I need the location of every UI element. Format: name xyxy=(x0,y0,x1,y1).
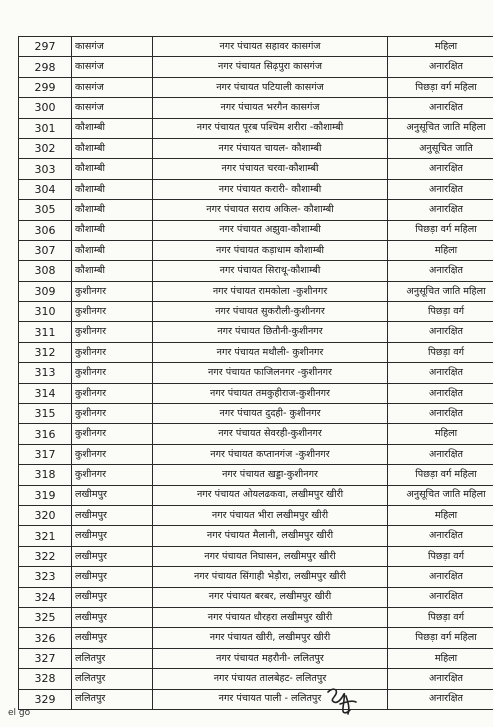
serial-number-cell: 329 xyxy=(19,689,72,709)
nagar-panchayat-cell: नगर पंचायत करारी- कौशाम्बी xyxy=(153,179,388,199)
table-row xyxy=(19,37,493,57)
nagar-panchayat-cell: नगर पंचायत सहावर कासगंज xyxy=(153,37,388,57)
district-cell: कुशीनगर xyxy=(72,465,153,485)
district-cell: लखीमपुर xyxy=(72,485,153,505)
serial-number-cell: 321 xyxy=(19,526,72,546)
nagar-panchayat-cell: नगर पंचायत फाजिलनगर -कुशीनगर xyxy=(153,363,388,383)
reservation-category-cell: महिला xyxy=(388,37,493,57)
district-cell: कौशाम्बी xyxy=(72,138,153,158)
reservation-category-cell: अनारक्षित xyxy=(388,363,493,383)
table-row xyxy=(19,465,493,485)
table-row xyxy=(19,648,493,668)
nagar-panchayat-cell: नगर पंचायत मैलानी, लखीमपुर खीरी xyxy=(153,526,388,546)
reservation-table xyxy=(18,36,493,710)
reservation-category-cell: पिछड़ा वर्ग महिला xyxy=(388,465,493,485)
table-row xyxy=(19,546,493,566)
district-cell: कुशीनगर xyxy=(72,363,153,383)
reservation-category-cell: अनारक्षित xyxy=(388,669,493,689)
district-cell: कासगंज xyxy=(72,98,153,118)
table-row xyxy=(19,138,493,158)
district-cell: कुशीनगर xyxy=(72,444,153,464)
reservation-category-cell: पिछड़ा वर्ग महिला xyxy=(388,220,493,240)
nagar-panchayat-cell: नगर पंचायत तमकुहीराज-कुशीनगर xyxy=(153,383,388,403)
nagar-panchayat-cell: नगर पंचायत भीरा लखीमपुर खीरी xyxy=(153,505,388,525)
nagar-panchayat-cell: नगर पंचायत निघासन, लखीमपुर खीरी xyxy=(153,546,388,566)
district-cell: कौशाम्बी xyxy=(72,179,153,199)
district-cell: कुशीनगर xyxy=(72,302,153,322)
reservation-category-cell: अनारक्षित xyxy=(388,444,493,464)
serial-number-cell: 302 xyxy=(19,138,72,158)
reservation-category-cell: पिछड़ा वर्ग महिला xyxy=(388,77,493,97)
reservation-category-cell: अनुसूचित जाति xyxy=(388,138,493,158)
reservation-category-cell: महिला xyxy=(388,648,493,668)
table-row xyxy=(19,179,493,199)
district-cell: लखीमपुर xyxy=(72,628,153,648)
nagar-panchayat-cell: नगर पंचायत सुकरौली-कुशीनगर xyxy=(153,302,388,322)
district-cell: कुशीनगर xyxy=(72,322,153,342)
table-row xyxy=(19,302,493,322)
table-row xyxy=(19,159,493,179)
table-row xyxy=(19,567,493,587)
reservation-category-cell: अनारक्षित xyxy=(388,98,493,118)
reservation-category-cell: पिछड़ा वर्ग xyxy=(388,546,493,566)
nagar-panchayat-cell: नगर पंचायत चरवा-कौशाम्बी xyxy=(153,159,388,179)
serial-number-cell: 312 xyxy=(19,342,72,362)
nagar-panchayat-cell: नगर पंचायत बरबर, लखीमपुर खीरी xyxy=(153,587,388,607)
serial-number-cell: 305 xyxy=(19,200,72,220)
reservation-category-cell: महिला xyxy=(388,240,493,260)
table-row xyxy=(19,628,493,648)
reservation-category-cell: अनारक्षित xyxy=(388,322,493,342)
serial-number-cell: 307 xyxy=(19,240,72,260)
nagar-panchayat-cell: नगर पंचायत कप्तानगंज -कुशीनगर xyxy=(153,444,388,464)
reservation-category-cell: महिला xyxy=(388,424,493,444)
nagar-panchayat-cell: नगर पंचायत महरौनी- ललितपुर xyxy=(153,648,388,668)
district-cell: कुशीनगर xyxy=(72,424,153,444)
reservation-category-cell: अनारक्षित xyxy=(388,179,493,199)
district-cell: कुशीनगर xyxy=(72,404,153,424)
table-row xyxy=(19,98,493,118)
reservation-category-cell: अनारक्षित xyxy=(388,159,493,179)
serial-number-cell: 309 xyxy=(19,281,72,301)
nagar-panchayat-cell: नगर पंचायत रामकोला -कुशीनगर xyxy=(153,281,388,301)
reservation-category-cell: अनारक्षित xyxy=(388,57,493,77)
serial-number-cell: 315 xyxy=(19,404,72,424)
reservation-category-cell: अनारक्षित xyxy=(388,567,493,587)
table-row xyxy=(19,220,493,240)
district-cell: लखीमपुर xyxy=(72,587,153,607)
table-row xyxy=(19,587,493,607)
table-row xyxy=(19,383,493,403)
table-row xyxy=(19,689,493,709)
serial-number-cell: 324 xyxy=(19,587,72,607)
reservation-category-cell: अनारक्षित xyxy=(388,261,493,281)
district-cell: कुशीनगर xyxy=(72,342,153,362)
reservation-category-cell: अनारक्षित xyxy=(388,200,493,220)
reservation-category-cell: अनुसूचित जाति महिला xyxy=(388,485,493,505)
serial-number-cell: 323 xyxy=(19,567,72,587)
nagar-panchayat-cell: नगर पंचायत तालबेहट- ललितपुर xyxy=(153,669,388,689)
district-cell: कौशाम्बी xyxy=(72,159,153,179)
table-row xyxy=(19,281,493,301)
serial-number-cell: 301 xyxy=(19,118,72,138)
nagar-panchayat-cell: नगर पंचायत धौरहरा लखीमपुर खीरी xyxy=(153,607,388,627)
table-row xyxy=(19,607,493,627)
nagar-panchayat-cell: नगर पंचायत भरगैन कासगंज xyxy=(153,98,388,118)
nagar-panchayat-cell: नगर पंचायत दुदही- कुशीनगर xyxy=(153,404,388,424)
serial-number-cell: 326 xyxy=(19,628,72,648)
nagar-panchayat-cell: नगर पंचायत छितौनी-कुशीनगर xyxy=(153,322,388,342)
district-cell: लखीमपुर xyxy=(72,607,153,627)
district-cell: कौशाम्बी xyxy=(72,118,153,138)
serial-number-cell: 328 xyxy=(19,669,72,689)
table-row xyxy=(19,424,493,444)
nagar-panchayat-cell: नगर पंचायत पाली - ललितपुर xyxy=(153,689,388,709)
district-cell: कासगंज xyxy=(72,37,153,57)
serial-number-cell: 322 xyxy=(19,546,72,566)
signature-icon xyxy=(322,684,362,718)
district-cell: कौशाम्बी xyxy=(72,261,153,281)
table-row xyxy=(19,404,493,424)
district-cell: कौशाम्बी xyxy=(72,240,153,260)
reservation-category-cell: अनारक्षित xyxy=(388,526,493,546)
reservation-category-cell: पिछड़ा वर्ग महिला xyxy=(388,628,493,648)
district-cell: लखीमपुर xyxy=(72,567,153,587)
serial-number-cell: 308 xyxy=(19,261,72,281)
serial-number-cell: 304 xyxy=(19,179,72,199)
district-cell: कासगंज xyxy=(72,57,153,77)
reservation-category-cell: महिला xyxy=(388,505,493,525)
nagar-panchayat-cell: नगर पंचायत कड़ाधाम कौशाम्बी xyxy=(153,240,388,260)
serial-number-cell: 317 xyxy=(19,444,72,464)
nagar-panchayat-cell: नगर पंचायत सिढ़पुरा कासगंज xyxy=(153,57,388,77)
district-cell: लखीमपुर xyxy=(72,505,153,525)
district-cell: कुशीनगर xyxy=(72,383,153,403)
table-row xyxy=(19,200,493,220)
serial-number-cell: 300 xyxy=(19,98,72,118)
nagar-panchayat-cell: नगर पंचायत सिंगाही भेड़ौरा, लखीमपुर खीरी xyxy=(153,567,388,587)
serial-number-cell: 318 xyxy=(19,465,72,485)
reservation-category-cell: पिछड़ा वर्ग xyxy=(388,607,493,627)
district-cell: कासगंज xyxy=(72,77,153,97)
serial-number-cell: 310 xyxy=(19,302,72,322)
table-row xyxy=(19,485,493,505)
serial-number-cell: 327 xyxy=(19,648,72,668)
district-cell: कौशाम्बी xyxy=(72,220,153,240)
serial-number-cell: 306 xyxy=(19,220,72,240)
table-body xyxy=(19,37,493,710)
reservation-category-cell: अनारक्षित xyxy=(388,587,493,607)
table-row xyxy=(19,363,493,383)
nagar-panchayat-cell: नगर पंचायत चायल- कौशाम्बी xyxy=(153,138,388,158)
nagar-panchayat-cell: नगर पंचायत पटियाली कासगंज xyxy=(153,77,388,97)
district-cell: कुशीनगर xyxy=(72,281,153,301)
serial-number-cell: 314 xyxy=(19,383,72,403)
reservation-category-cell: अनारक्षित xyxy=(388,383,493,403)
serial-number-cell: 311 xyxy=(19,322,72,342)
serial-number-cell: 319 xyxy=(19,485,72,505)
district-cell: लखीमपुर xyxy=(72,526,153,546)
nagar-panchayat-cell: नगर पंचायत पूरब पश्चिम शरीरा -कौशाम्बी xyxy=(153,118,388,138)
district-cell: ललितपुर xyxy=(72,648,153,668)
table-row xyxy=(19,240,493,260)
district-cell: लखीमपुर xyxy=(72,546,153,566)
reservation-category-cell: अनारक्षित xyxy=(388,689,493,709)
nagar-panchayat-cell: नगर पंचायत सराय अकिल- कौशाम्बी xyxy=(153,200,388,220)
nagar-panchayat-cell: नगर पंचायत सेवरही-कुशीनगर xyxy=(153,424,388,444)
reservation-category-cell: पिछड़ा वर्ग xyxy=(388,302,493,322)
table-row xyxy=(19,77,493,97)
table-row xyxy=(19,342,493,362)
table-row xyxy=(19,322,493,342)
serial-number-cell: 325 xyxy=(19,607,72,627)
scan-footer-mark: el go xyxy=(8,708,31,718)
serial-number-cell: 316 xyxy=(19,424,72,444)
reservation-category-cell: पिछड़ा वर्ग xyxy=(388,342,493,362)
serial-number-cell: 299 xyxy=(19,77,72,97)
table-row xyxy=(19,118,493,138)
district-cell: ललितपुर xyxy=(72,689,153,709)
table-row xyxy=(19,526,493,546)
reservation-category-cell: अनुसूचित जाति महिला xyxy=(388,281,493,301)
nagar-panchayat-cell: नगर पंचायत ओयलढकवा, लखीमपुर खीरी xyxy=(153,485,388,505)
serial-number-cell: 320 xyxy=(19,505,72,525)
serial-number-cell: 313 xyxy=(19,363,72,383)
reservation-category-cell: अनुसूचित जाति महिला xyxy=(388,118,493,138)
table-row xyxy=(19,505,493,525)
district-cell: कौशाम्बी xyxy=(72,200,153,220)
table-row xyxy=(19,669,493,689)
table-row xyxy=(19,444,493,464)
table-row xyxy=(19,261,493,281)
district-cell: ललितपुर xyxy=(72,669,153,689)
nagar-panchayat-cell: नगर पंचायत अझुवा-कौशाम्बी xyxy=(153,220,388,240)
nagar-panchayat-cell: नगर पंचायत खीरी, लखीमपुर खीरी xyxy=(153,628,388,648)
reservation-category-cell: अनारक्षित xyxy=(388,404,493,424)
serial-number-cell: 297 xyxy=(19,37,72,57)
serial-number-cell: 303 xyxy=(19,159,72,179)
serial-number-cell: 298 xyxy=(19,57,72,77)
nagar-panchayat-cell: नगर पंचायत मथौली- कुशीनगर xyxy=(153,342,388,362)
table-row xyxy=(19,57,493,77)
nagar-panchayat-cell: नगर पंचायत खड्डा-कुशीनगर xyxy=(153,465,388,485)
nagar-panchayat-cell: नगर पंचायत सिराथू-कौशाम्बी xyxy=(153,261,388,281)
